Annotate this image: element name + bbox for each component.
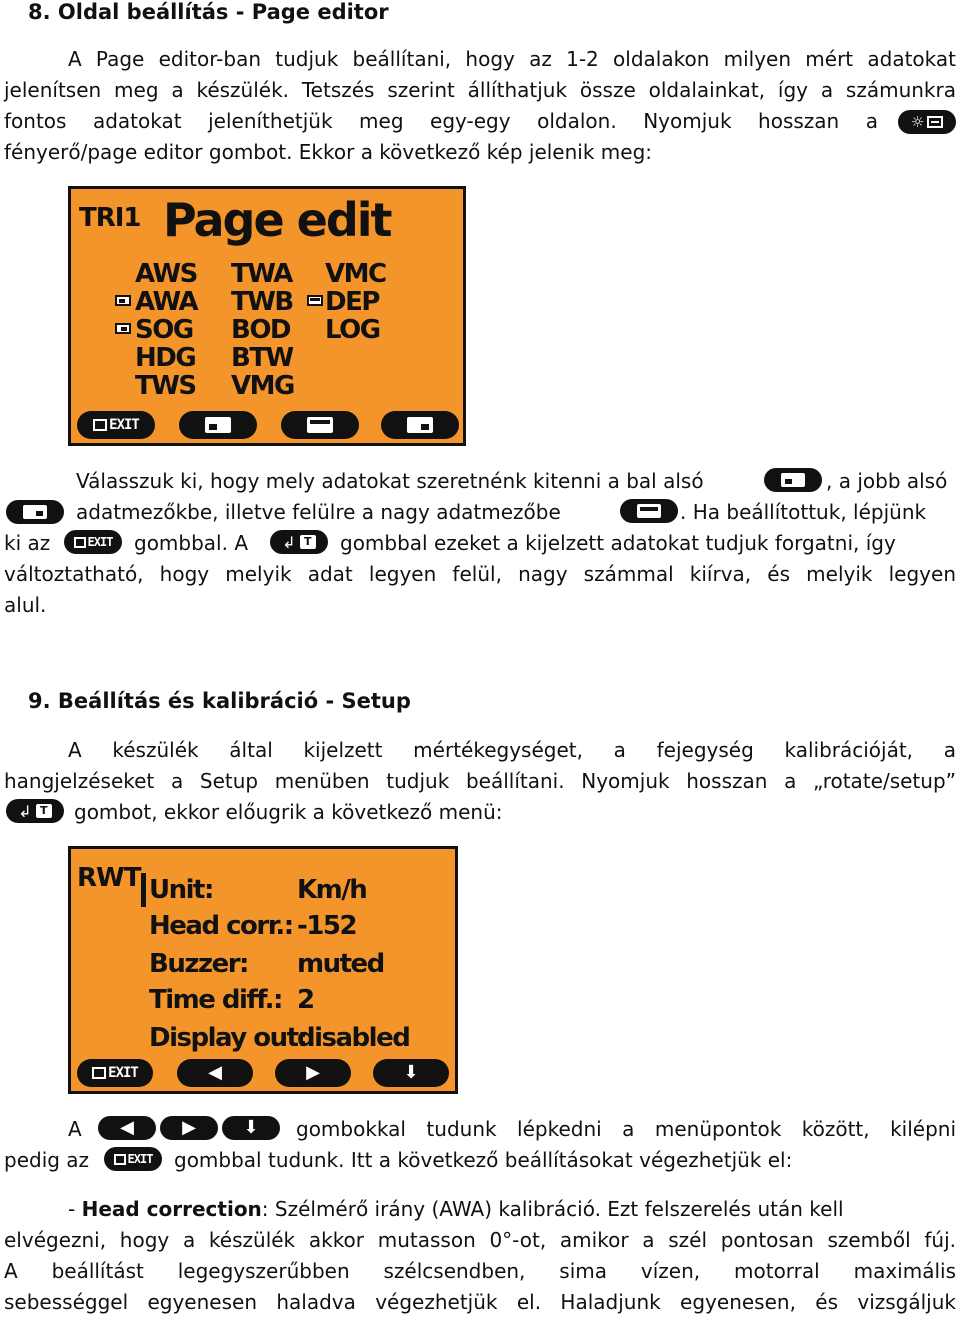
selection-cursor — [141, 873, 146, 907]
s8-para2-line3c: gombbal ezeket a kijelzett adatokat tudjuk forgatni, így — [340, 531, 896, 555]
field-item: DEP — [325, 287, 379, 317]
s9-para2-line1b: gombokkal tudunk lépkedni a menüpontok között, kilépni — [296, 1117, 956, 1141]
s9-para1-line3: gombot, ekkor előugrik a következő menü: — [74, 800, 503, 824]
setup-row-value: -152 — [297, 911, 357, 941]
right-arrow-icon: ▶ — [160, 1116, 218, 1140]
setup-row-label[interactable]: Buzzer: — [149, 949, 248, 979]
s8-para1-line3: fontos adatokat jeleníthetjük meg egy-egy oldalon. Nyomjuk hosszan a — [4, 109, 878, 133]
s9-para3-line4: sebességgel egyenesen haladva végezhetjük el. Haladjunk egyenesen, és vizsgáljuk — [4, 1290, 956, 1314]
s9-para3-line3: A beállítást legegyszerűbben szélcsendben, sima vízen, motorral maximális — [4, 1259, 956, 1283]
field-item: VMC — [325, 259, 386, 289]
setup-row-value: muted — [297, 949, 384, 979]
s8-para2-line1b: , a jobb alsó — [826, 469, 948, 493]
right-field-icon — [6, 500, 64, 524]
field-item: BOD — [231, 315, 291, 345]
field-item: HDG — [135, 343, 196, 373]
s8-para2-line5: alul. — [4, 593, 47, 617]
screen-corner-label: TRI1 — [79, 203, 141, 233]
left-field-softkey[interactable] — [179, 411, 257, 439]
down-arrow-softkey[interactable]: ⬇ — [373, 1059, 449, 1087]
screen-corner-label: RWT — [77, 863, 141, 893]
field-item: TWB — [231, 287, 293, 317]
s9-para3-line2: elvégezni, hogy a készülék akkor mutasson 0°-ot, amikor a szél pontosan szemből fúj. — [4, 1228, 956, 1252]
screen-title: Page edit — [163, 193, 391, 247]
field-item: TWA — [231, 259, 292, 289]
left-field-icon — [764, 468, 822, 492]
setup-row-value: 2 — [297, 985, 314, 1015]
section-8-title: 8. Oldal beállítás - Page editor — [28, 0, 389, 24]
field-item: SOG — [135, 315, 193, 345]
s9-para2-line2b: gombbal tudunk. Itt a következő beállításokat végezhetjük el: — [174, 1148, 793, 1172]
field-item: BTW — [231, 343, 293, 373]
rotate-setup-icon: ↲ T — [270, 530, 328, 554]
s8-para2-line3b: gombbal. A — [134, 531, 249, 555]
field-item: TWS — [135, 371, 196, 401]
setup-row-label[interactable]: Head corr.: — [149, 911, 293, 941]
s9-para1-line2: hangjelzéseket a Setup menüben tudjuk beállítani. Nyomjuk hosszan a „rotate/setup” — [4, 769, 956, 793]
setup-row-value: disabled — [297, 1023, 410, 1053]
left-arrow-softkey[interactable]: ◀ — [177, 1059, 253, 1087]
left-field-marker — [115, 295, 131, 306]
top-field-icon — [620, 499, 678, 523]
exit-button-icon: EXIT — [104, 1147, 162, 1171]
field-item: VMG — [231, 371, 294, 401]
down-arrow-icon: ⬇ — [222, 1116, 280, 1140]
s8-para1-line2: jelenítsen meg a készülék. Tetszés szerint állíthatjuk össze oldalainkat, így a számunkra — [4, 78, 956, 102]
s8-para2-line4: változtatható, hogy melyik adat legyen felül, nagy számmal kiírva, és melyik legyen — [4, 562, 956, 586]
setup-row-label[interactable]: Time diff.: — [149, 985, 282, 1015]
rotate-setup-icon: ↲ T — [6, 799, 64, 823]
setup-screen — [68, 846, 458, 1094]
right-field-softkey[interactable] — [381, 411, 459, 439]
exit-button-icon: EXIT — [64, 530, 122, 554]
field-item: AWS — [135, 259, 197, 289]
s8-para2-line1a: Válasszuk ki, hogy mely adatokat szeretnénk kitenni a bal alsó — [76, 469, 704, 493]
setup-row-value: Km/h — [297, 875, 367, 905]
field-item: LOG — [325, 315, 380, 345]
s8-para2-line3a: ki az — [4, 531, 51, 555]
exit-softkey[interactable]: EXIT — [77, 411, 155, 439]
left-arrow-icon: ◀ — [98, 1116, 156, 1140]
s8-para2-line2b: . Ha beállítottuk, lépjünk — [680, 500, 927, 524]
setup-row-label[interactable]: Display out: — [149, 1023, 307, 1053]
s8-para2-line2a: adatmezőkbe, illetve felülre a nagy adatmezőbe — [76, 500, 561, 524]
s9-para2-line1a: A — [68, 1117, 82, 1141]
s9-para1-line1: A készülék által kijelzett mértékegységet, a fejegység kalibrációját, a — [68, 738, 956, 762]
s8-para1-line1: A Page editor-ban tudjuk beállítani, hogy az 1-2 oldalakon milyen mért adatokat — [68, 47, 956, 71]
setup-row-label[interactable]: Unit: — [149, 875, 213, 905]
exit-softkey[interactable]: EXIT — [77, 1059, 153, 1087]
page-edit-screen — [68, 186, 466, 446]
s9-para3-line1: - Head correction: Szélmérő irány (AWA) kalibráció. Ezt felszerelés után kell — [68, 1197, 844, 1221]
right-arrow-softkey[interactable]: ▶ — [275, 1059, 351, 1087]
top-field-marker — [307, 295, 323, 306]
s9-para2-line2a: pedig az — [4, 1148, 90, 1172]
section-9-title: 9. Beállítás és kalibráció - Setup — [28, 689, 411, 713]
field-item: AWA — [135, 287, 198, 317]
s8-para1-line4: fényerő/page editor gombot. Ekkor a következő kép jelenik meg: — [4, 140, 652, 164]
brightness-page-icon: ☼ — [898, 110, 956, 134]
top-field-softkey[interactable] — [281, 411, 359, 439]
right-field-marker — [115, 323, 131, 334]
